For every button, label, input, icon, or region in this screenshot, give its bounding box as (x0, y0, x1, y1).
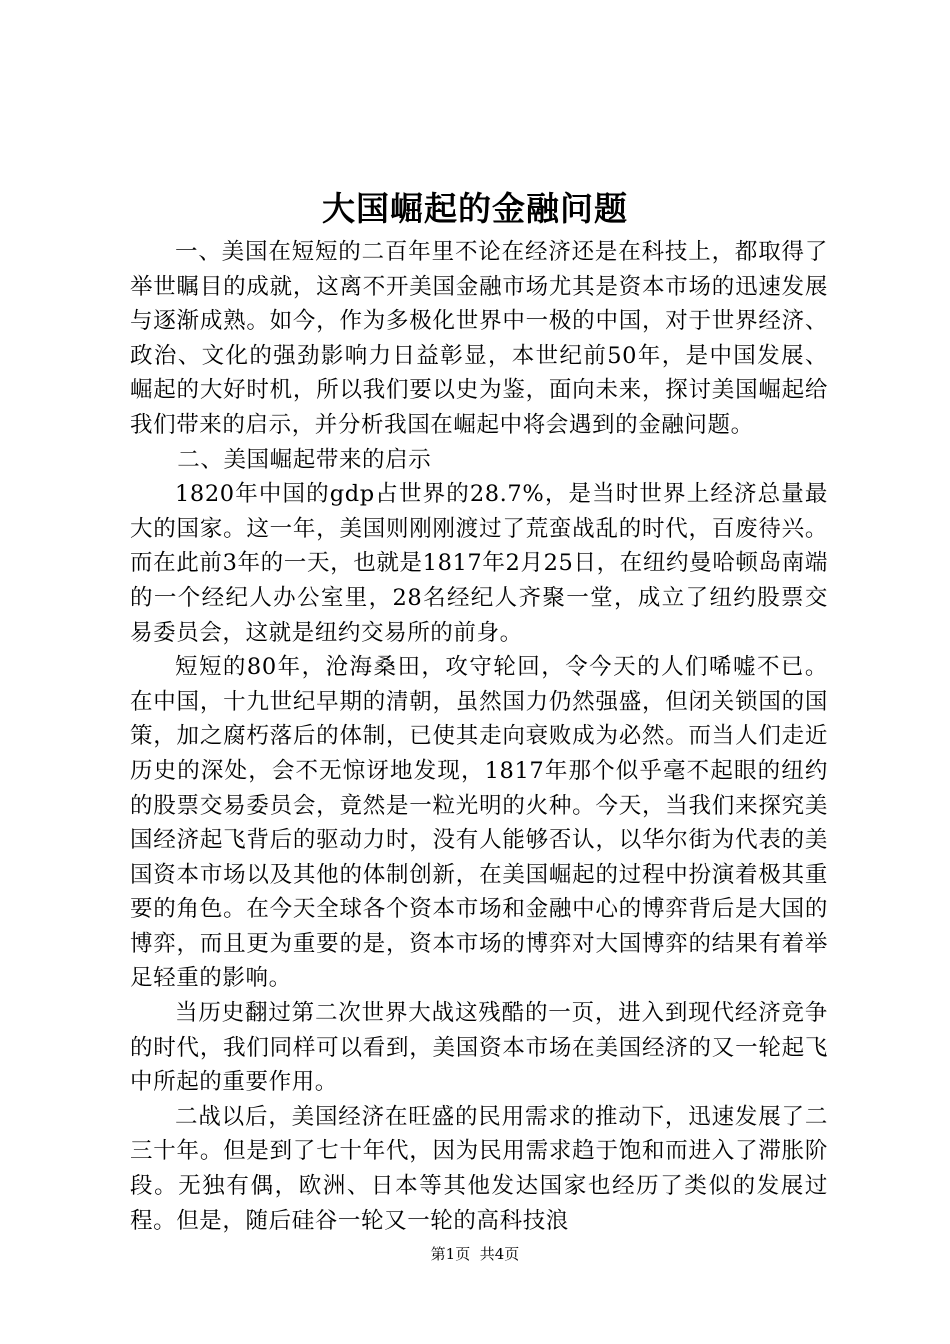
document-title: 大国崛起的金融问题 (322, 189, 628, 228)
page-number: 第1页 (430, 1245, 471, 1263)
page-total: 共4页 (479, 1245, 520, 1263)
paragraph-80-years: 短短的80年，沧海桑田，攻守轮回，令今天的人们唏嘘不已。在中国，十九世纪早期的清朝，虽然国力仍然强盛，但闭关锁国的国策，加之腐朽落后的体制，已使其走向衰败成为必然。而当人们走近历史的深处，会不无惊讶地发现，1817年那个似乎毫不起眼的纽约的股票交易委员会，竟然是一粒光明的火种。今天，当我们来探究美国经济起飞背后的驱动力时，没有人能够否认，以华尔街为代表的美国资本市场以及其他的体制创新，在美国崛起的过程中扮演着极其重要的角色。在今天全球各个资本市场和金融中心的博弈背后是大国的博弈，而且更为重要的是，资本市场的博弈对大国博弈的结果有着举足轻重的影响。 (130, 654, 828, 992)
page-footer (0, 1244, 950, 1264)
paragraph-intro: 一、美国在短短的二百年里不论在经济还是在科技上，都取得了举世瞩目的成就，这离不开美国金融市场尤其是资本市场的迅速发展与逐渐成熟。如今，作为多极化世界中一极的中国，对于世界经济、政治、文化的强劲影响力日益彰显，本世纪前50年，是中国发展、崛起的大好时机，所以我们要以史为鉴，面向未来，探讨美国崛起给我们带来的启示，并分析我国在崛起中将会遇到的金融问题。 (130, 239, 828, 438)
paragraph-1820: 1820年中国的gdp占世界的28.7%，是当时世界上经济总量最大的国家。这一年，美国则刚刚渡过了荒蛮战乱的时代，百废待兴。而在此前3年的一天，也就是1817年2月25日，在纽约曼哈顿岛南端的一个经纪人办公室里，28名经纪人齐聚一堂，成立了纽约股票交易委员会，这就是纽约交易所的前身。 (130, 481, 828, 646)
section-heading: 二、美国崛起带来的启示 (177, 446, 432, 473)
paragraph-seventies: 二战以后，美国经济在旺盛的民用需求的推动下，迅速发展了二三十年。但是到了七十年代，因为民用需求趋于饱和而进入了滞胀阶段。无独有偶，欧洲、日本等其他发达国家也经历了类似的发展过程。但是，随后硅谷一轮又一轮的高科技浪 (130, 1103, 828, 1234)
document-body (130, 235, 828, 1238)
footer-separator (470, 1245, 480, 1263)
paragraph-postwar: 当历史翻过第二次世界大战这残酷的一页，进入到现代经济竞争的时代，我们同样可以看到，美国资本市场在美国经济的又一轮起飞中所起的重要作用。 (130, 1000, 828, 1096)
